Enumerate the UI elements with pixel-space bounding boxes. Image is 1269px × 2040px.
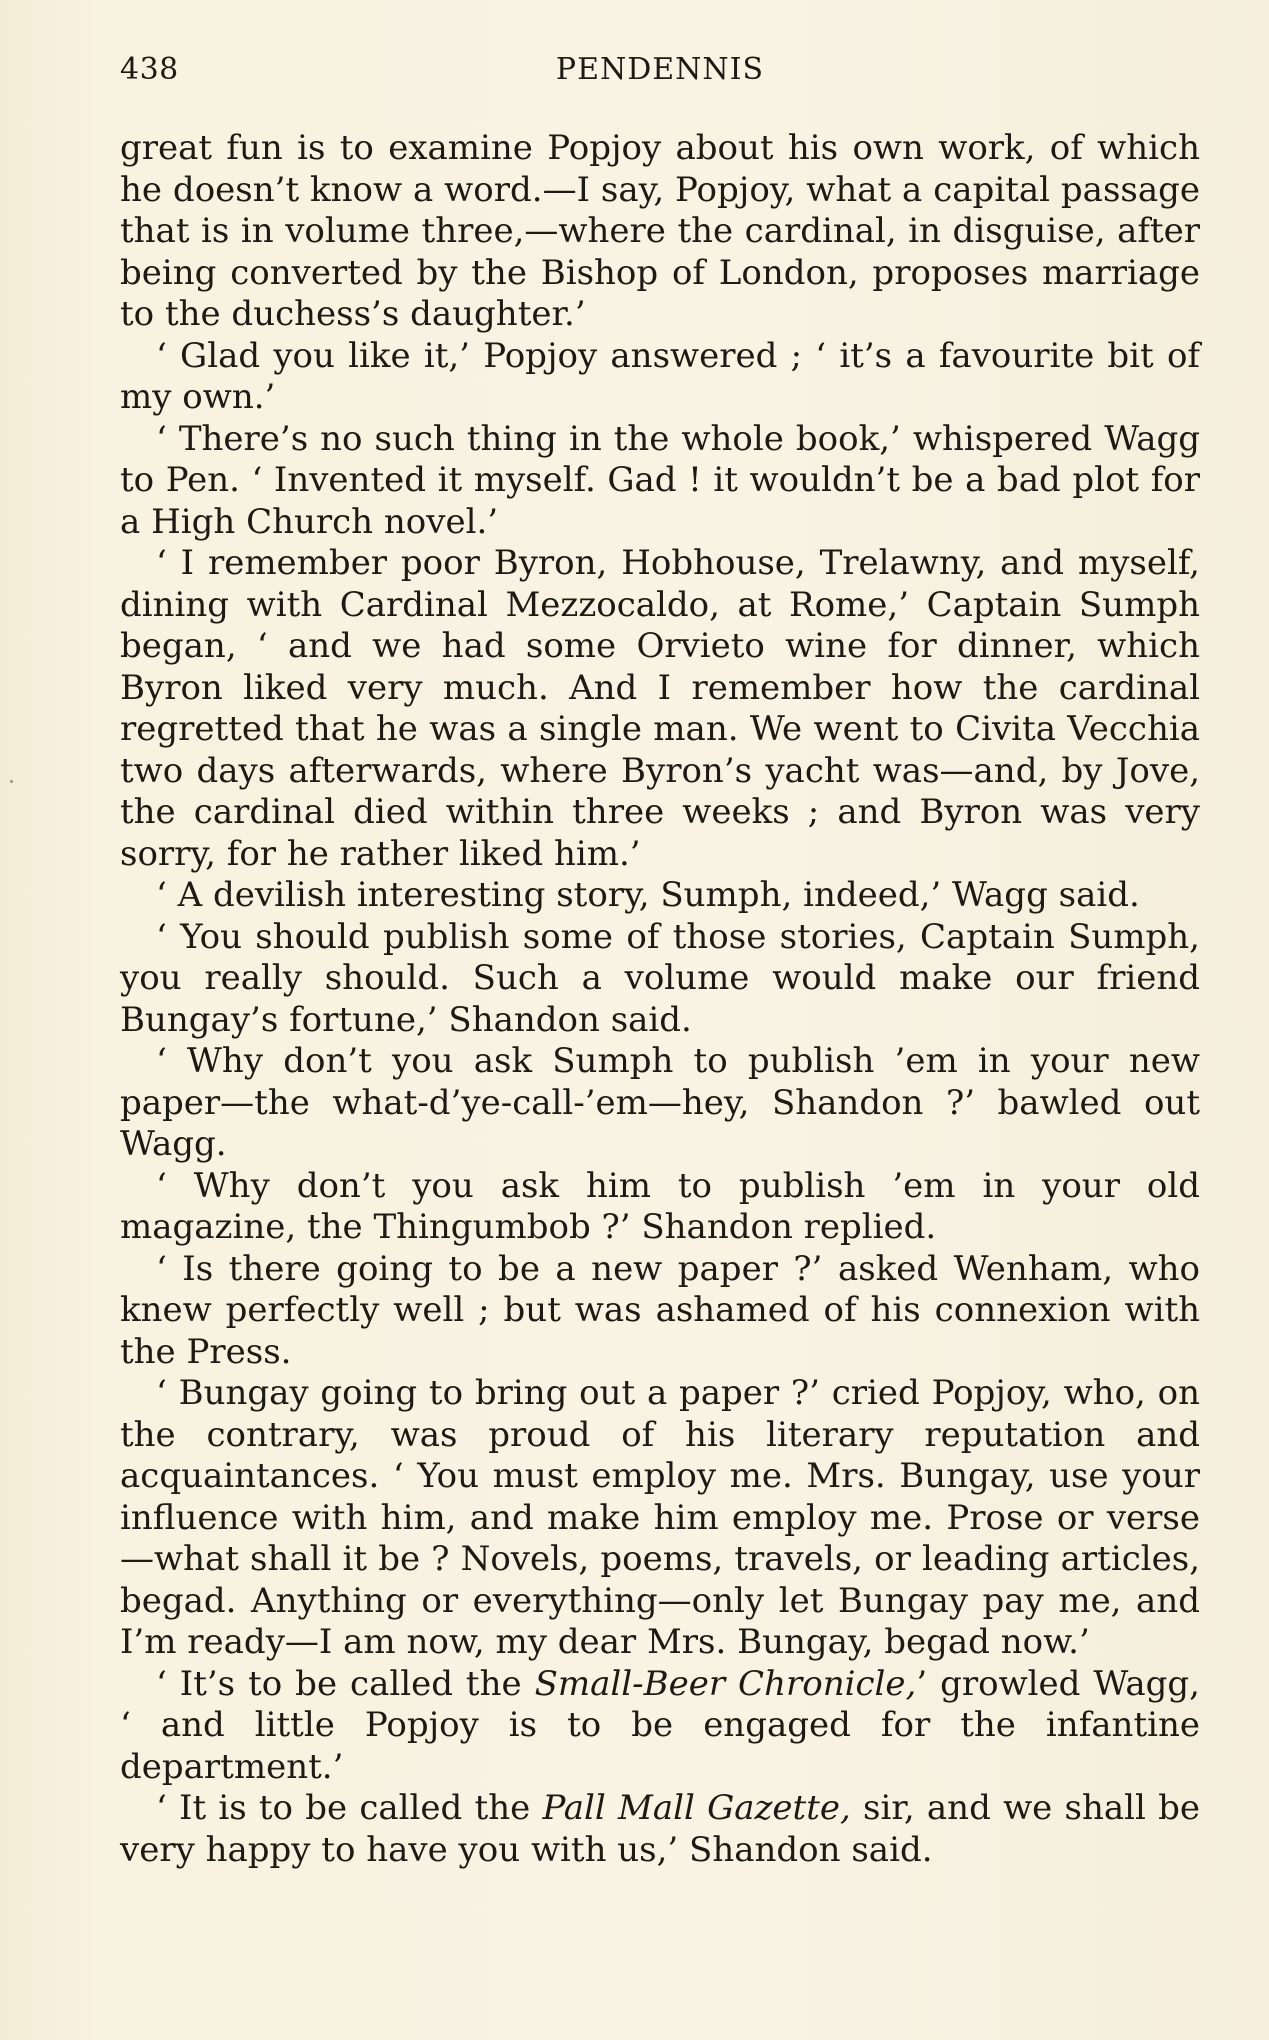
italic-title: Small-Beer Chronicle, (534, 1663, 917, 1704)
page-header (120, 52, 1200, 96)
running-title: PENDENNIS (555, 52, 765, 87)
body-text (120, 128, 1200, 1871)
paragraph: ‘ I remember poor Byron, Hobhouse, Trelawny, and myself, dining with Cardinal Mezzocaldo, at Rome,’ Captain Sumph began, ‘ and we had some Orvieto wine for dinner, which Byron liked very much. And I remember how the cardinal regretted that he was a single man. We went to Civita Vecchia two days afterwards, where Byron’s yacht was—and, by Jove, the cardinal died within three weeks ; and Byron was very sorry, for he rather liked him.’ (120, 543, 1200, 874)
paragraph: ‘ A devilish interesting story, Sumph, indeed,’ Wagg said. (156, 875, 1140, 915)
page-number: 438 (120, 52, 179, 87)
paragraph: ‘ You should publish some of those stories, Captain Sumph, you really should. Such a volume would make our friend Bungay’s fortune,’ Shandon said. (120, 916, 1200, 1040)
paragraph: ‘ There’s no such thing in the whole book,’ whispered Wagg to Pen. ‘ Invented it myself. Gad ! it wouldn’t be a bad plot for a High Church novel.’ (120, 418, 1200, 542)
paragraph-text: ‘ It’s to be called the (156, 1663, 535, 1704)
paragraph: ‘ Glad you like it,’ Popjoy answered ; ‘ it’s a favourite bit of my own.’ (120, 335, 1200, 417)
margin-speck (10, 780, 13, 783)
paragraph-text: ’ growled Wagg, ‘ and little Popjoy is to be engaged for the infantine department.’ (120, 1663, 1200, 1787)
paragraph (120, 1788, 1200, 1871)
paragraph: ‘ Why don’t you ask him to publish ’em in your old magazine, the Thingumbob ?’ Shandon replied. (120, 1165, 1200, 1247)
italic-title: Pall Mall Gazette, (542, 1788, 851, 1828)
paragraph: great fun is to examine Popjoy about his own work, of which he doesn’t know a word.—I say, Popjoy, what a capital passage that is in volume three,—where the cardinal, in disguise, after being converted by the Bishop of London, proposes marriage to the duchess’s daughter.’ (120, 128, 1200, 334)
paragraph: ‘ Why don’t you ask Sumph to publish ’em in your new paper—the what-d’ye-call-’em—hey, Shandon ?’ bawled out Wagg. (120, 1041, 1200, 1164)
paragraph: ‘ Bungay going to bring out a paper ?’ cried Popjoy, who, on the contrary, was proud of his literary reputation and acquaintances. ‘ You must employ me. Mrs. Bungay, use your influence with him, and make him employ me. Prose or verse—what shall it be ? Novels, poems, travels, or leading articles, begad. Anything or everything—only let Bungay pay me, and I’m ready—I am now, my dear Mrs. Bungay, begad now.’ (120, 1373, 1200, 1662)
paragraph (120, 1664, 1200, 1789)
paragraph: ‘ Is there going to be a new paper ?’ asked Wenham, who knew perfectly well ; but was ashamed of his connexion with the Press. (120, 1248, 1200, 1372)
paragraph-text: ‘ It is to be called the (156, 1788, 543, 1828)
paragraph-text: sir, and we shall be very happy to have you with us,’ Shandon said. (120, 1788, 1200, 1870)
